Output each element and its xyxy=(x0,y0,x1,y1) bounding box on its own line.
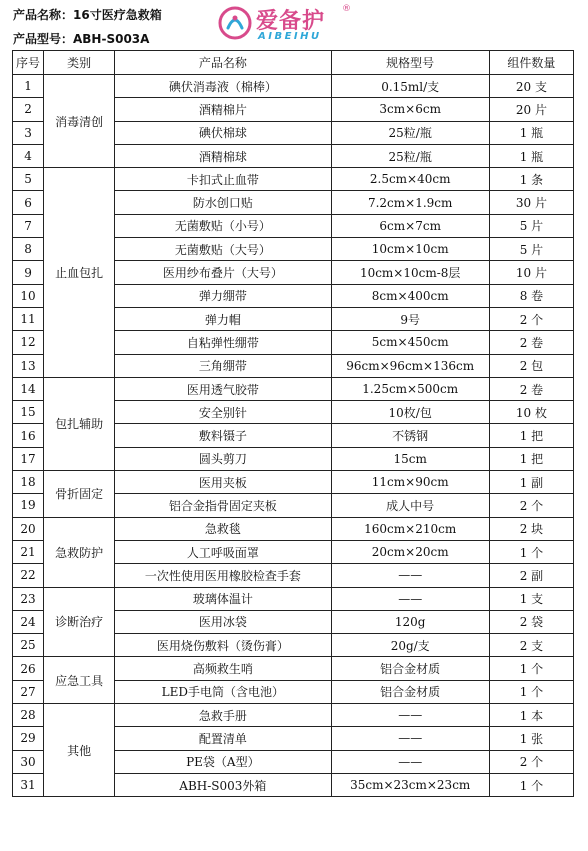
product-quantity: 1 瓶 xyxy=(489,121,573,144)
row-number: 11 xyxy=(13,307,44,330)
product-name: ABH-S003外箱 xyxy=(115,773,331,796)
row-number: 6 xyxy=(13,191,44,214)
product-spec: 铝合金材质 xyxy=(331,680,489,703)
product-spec: 不锈钢 xyxy=(331,424,489,447)
product-quantity: 1 个 xyxy=(489,773,573,796)
row-number: 28 xyxy=(13,704,44,727)
header-product-name: 产品名称 xyxy=(115,51,331,75)
product-quantity: 2 卷 xyxy=(489,377,573,400)
header-spec: 规格型号 xyxy=(331,51,489,75)
product-quantity: 5 片 xyxy=(489,214,573,237)
row-number: 29 xyxy=(13,727,44,750)
header-category: 类别 xyxy=(44,51,115,75)
product-quantity: 1 个 xyxy=(489,540,573,563)
header-no: 序号 xyxy=(13,51,44,75)
row-number: 22 xyxy=(13,564,44,587)
row-number: 18 xyxy=(13,471,44,494)
product-spec: 3cm×6cm xyxy=(331,98,489,121)
row-number: 17 xyxy=(13,447,44,470)
product-quantity: 2 个 xyxy=(489,750,573,773)
product-name: 防水创口贴 xyxy=(115,191,331,214)
row-number: 25 xyxy=(13,634,44,657)
product-spec: 2.5cm×40cm xyxy=(331,168,489,191)
product-spec: 7.2cm×1.9cm xyxy=(331,191,489,214)
row-number: 13 xyxy=(13,354,44,377)
category-cell: 诊断治疗 xyxy=(44,587,115,657)
row-number: 24 xyxy=(13,610,44,633)
product-name: PE袋（A型） xyxy=(115,750,331,773)
row-number: 31 xyxy=(13,773,44,796)
product-name: 自粘弹性绷带 xyxy=(115,331,331,354)
row-number: 20 xyxy=(13,517,44,540)
brand-mark-icon xyxy=(218,6,252,40)
product-name: 碘伏棉球 xyxy=(115,121,331,144)
product-name: 人工呼吸面罩 xyxy=(115,540,331,563)
product-spec: 96cm×96cm×136cm xyxy=(331,354,489,377)
product-spec: 铝合金材质 xyxy=(331,657,489,680)
product-spec: 25粒/瓶 xyxy=(331,144,489,167)
row-number: 23 xyxy=(13,587,44,610)
row-number: 30 xyxy=(13,750,44,773)
row-number: 26 xyxy=(13,657,44,680)
product-name: 医用冰袋 xyxy=(115,610,331,633)
product-name: 安全别针 xyxy=(115,401,331,424)
product-name: 急救手册 xyxy=(115,704,331,727)
product-quantity: 1 条 xyxy=(489,168,573,191)
product-spec: 25粒/瓶 xyxy=(331,121,489,144)
product-name: 弹力帽 xyxy=(115,307,331,330)
brand-logo xyxy=(218,4,358,44)
category-cell: 急救防护 xyxy=(44,517,115,587)
header-quantity: 组件数量 xyxy=(489,51,573,75)
product-quantity: 1 副 xyxy=(489,471,573,494)
product-quantity: 2 副 xyxy=(489,564,573,587)
product-name: 圆头剪刀 xyxy=(115,447,331,470)
product-spec: 1.25cm×500cm xyxy=(331,377,489,400)
product-spec: 11cm×90cm xyxy=(331,471,489,494)
table-row xyxy=(13,471,574,494)
kit-contents-table xyxy=(12,50,574,797)
product-spec: 10枚/包 xyxy=(331,401,489,424)
row-number: 3 xyxy=(13,121,44,144)
product-quantity: 20 支 xyxy=(489,75,573,98)
table-row xyxy=(13,377,574,400)
product-spec: 160cm×210cm xyxy=(331,517,489,540)
product-name: 玻璃体温计 xyxy=(115,587,331,610)
product-spec: 6cm×7cm xyxy=(331,214,489,237)
brand-name-cn: 爱备护 xyxy=(256,9,326,34)
table-row xyxy=(13,704,574,727)
row-number: 2 xyxy=(13,98,44,121)
product-quantity: 10 枚 xyxy=(489,401,573,424)
row-number: 12 xyxy=(13,331,44,354)
product-name: 医用透气胶带 xyxy=(115,377,331,400)
product-spec: 120g xyxy=(331,610,489,633)
row-number: 14 xyxy=(13,377,44,400)
row-number: 19 xyxy=(13,494,44,517)
product-spec: 8cm×400cm xyxy=(331,284,489,307)
product-name: 无菌敷贴（小号） xyxy=(115,214,331,237)
product-quantity: 1 本 xyxy=(489,704,573,727)
row-number: 21 xyxy=(13,540,44,563)
row-number: 8 xyxy=(13,238,44,261)
category-cell: 包扎辅助 xyxy=(44,377,115,470)
product-name: 急救毯 xyxy=(115,517,331,540)
row-number: 1 xyxy=(13,75,44,98)
product-quantity: 1 瓶 xyxy=(489,144,573,167)
product-name: 高频救生哨 xyxy=(115,657,331,680)
product-quantity: 2 块 xyxy=(489,517,573,540)
registered-mark: ® xyxy=(342,4,351,14)
product-name: 弹力绷带 xyxy=(115,284,331,307)
product-name: 医用烧伤敷料（烫伤膏） xyxy=(115,634,331,657)
brand-name-en: AIBEIHU xyxy=(258,31,322,42)
row-number: 7 xyxy=(13,214,44,237)
table-header-row xyxy=(13,51,574,75)
product-name: LED手电筒（含电池） xyxy=(115,680,331,703)
row-number: 9 xyxy=(13,261,44,284)
product-spec: 35cm×23cm×23cm xyxy=(331,773,489,796)
table-row xyxy=(13,657,574,680)
product-spec: —— xyxy=(331,727,489,750)
product-name: 卡扣式止血带 xyxy=(115,168,331,191)
product-name: 无菌敷贴（大号） xyxy=(115,238,331,261)
product-quantity: 2 袋 xyxy=(489,610,573,633)
table-row xyxy=(13,517,574,540)
product-spec: 20g/支 xyxy=(331,634,489,657)
product-quantity: 1 个 xyxy=(489,680,573,703)
product-name: 酒精棉片 xyxy=(115,98,331,121)
product-name: 医用夹板 xyxy=(115,471,331,494)
product-spec: 20cm×20cm xyxy=(331,540,489,563)
product-spec: 15cm xyxy=(331,447,489,470)
product-quantity: 1 把 xyxy=(489,447,573,470)
category-cell: 其他 xyxy=(44,704,115,797)
table-body xyxy=(13,75,574,797)
product-model-line: 产品型号：ABH-S003A xyxy=(13,32,150,46)
product-name: 铝合金指骨固定夹板 xyxy=(115,494,331,517)
table-row xyxy=(13,587,574,610)
row-number: 4 xyxy=(13,144,44,167)
row-number: 10 xyxy=(13,284,44,307)
product-spec: 10cm×10cm xyxy=(331,238,489,261)
product-spec: —— xyxy=(331,750,489,773)
product-spec: 9号 xyxy=(331,307,489,330)
product-name-line: 产品名称：16寸医疗急救箱 xyxy=(13,8,162,22)
product-quantity: 8 卷 xyxy=(489,284,573,307)
product-spec: —— xyxy=(331,564,489,587)
table-row xyxy=(13,75,574,98)
category-cell: 止血包扎 xyxy=(44,168,115,378)
product-quantity: 1 个 xyxy=(489,657,573,680)
product-quantity: 1 支 xyxy=(489,587,573,610)
product-spec: —— xyxy=(331,704,489,727)
product-quantity: 30 片 xyxy=(489,191,573,214)
product-name: 医用纱布叠片（大号） xyxy=(115,261,331,284)
product-quantity: 1 把 xyxy=(489,424,573,447)
row-number: 5 xyxy=(13,168,44,191)
table-row xyxy=(13,168,574,191)
product-quantity: 10 片 xyxy=(489,261,573,284)
row-number: 27 xyxy=(13,680,44,703)
product-quantity: 2 卷 xyxy=(489,331,573,354)
product-spec: 5cm×450cm xyxy=(331,331,489,354)
product-name: 敷料镊子 xyxy=(115,424,331,447)
product-spec: 0.15ml/支 xyxy=(331,75,489,98)
product-name: 配置清单 xyxy=(115,727,331,750)
product-name: 酒精棉球 xyxy=(115,144,331,167)
row-number: 16 xyxy=(13,424,44,447)
product-quantity: 2 包 xyxy=(489,354,573,377)
product-quantity: 2 支 xyxy=(489,634,573,657)
product-quantity: 20 片 xyxy=(489,98,573,121)
product-name: 三角绷带 xyxy=(115,354,331,377)
product-name: 碘伏消毒液（棉棒） xyxy=(115,75,331,98)
product-quantity: 1 张 xyxy=(489,727,573,750)
category-cell: 消毒清创 xyxy=(44,75,115,168)
product-quantity: 2 个 xyxy=(489,494,573,517)
product-spec: 10cm×10cm-8层 xyxy=(331,261,489,284)
category-cell: 骨折固定 xyxy=(44,471,115,518)
product-spec: —— xyxy=(331,587,489,610)
category-cell: 应急工具 xyxy=(44,657,115,704)
row-number: 15 xyxy=(13,401,44,424)
product-quantity: 5 片 xyxy=(489,238,573,261)
product-quantity: 2 个 xyxy=(489,307,573,330)
product-spec: 成人中号 xyxy=(331,494,489,517)
product-name: 一次性使用医用橡胶检查手套 xyxy=(115,564,331,587)
